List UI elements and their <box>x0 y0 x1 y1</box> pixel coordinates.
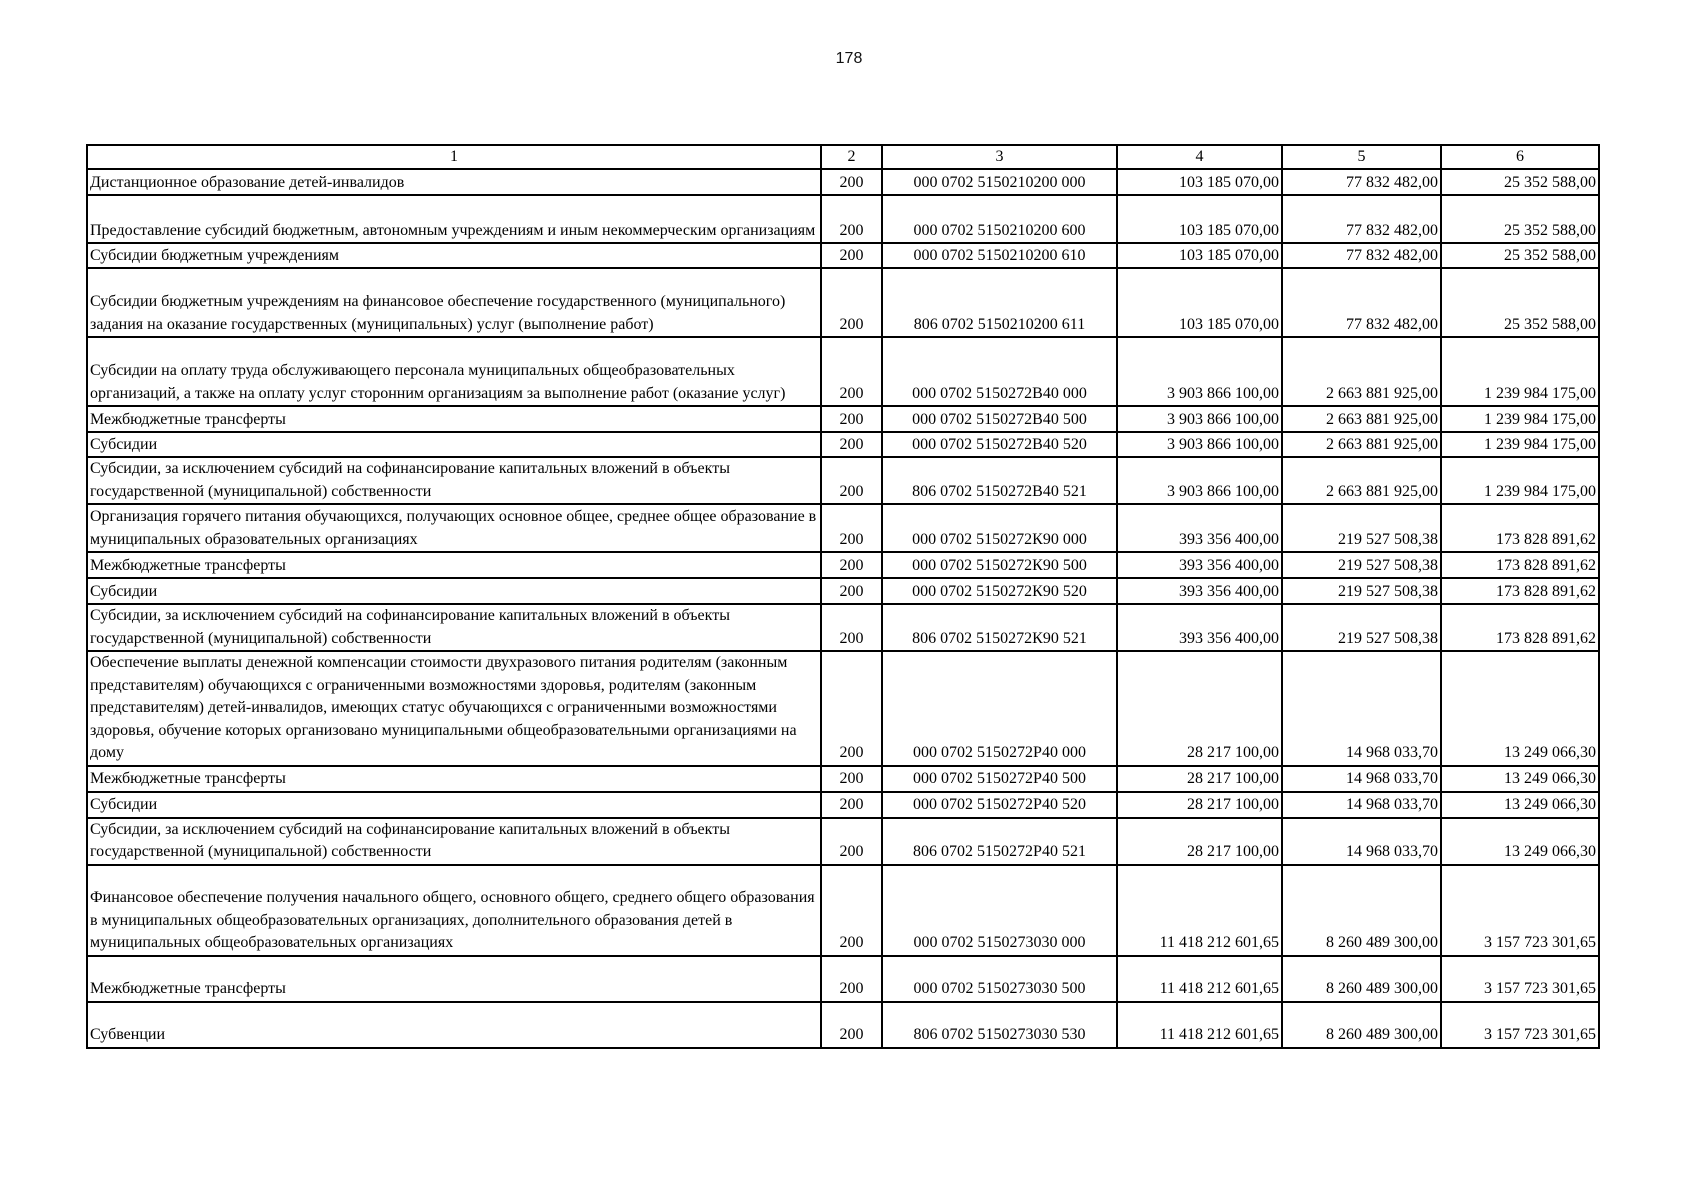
row-col6: 1 239 984 175,00 <box>1441 457 1599 504</box>
row-code: 806 0702 5150272Р40 521 <box>882 818 1117 865</box>
row-code: 000 0702 5150272В40 500 <box>882 406 1117 432</box>
row-col5: 77 832 482,00 <box>1282 169 1441 195</box>
row-col4: 3 903 866 100,00 <box>1117 457 1282 504</box>
page-number: 178 <box>835 50 863 67</box>
row-col5: 8 260 489 300,00 <box>1282 956 1441 1002</box>
row-col6: 25 352 588,00 <box>1441 268 1599 337</box>
table-row <box>87 956 1599 1002</box>
row-col2: 200 <box>821 651 882 766</box>
row-col5: 77 832 482,00 <box>1282 195 1441 243</box>
header-row <box>87 145 1599 169</box>
row-code: 000 0702 5150272К90 520 <box>882 578 1117 604</box>
row-col5: 77 832 482,00 <box>1282 243 1441 268</box>
row-col5: 219 527 508,38 <box>1282 604 1441 651</box>
row-code: 806 0702 5150272К90 521 <box>882 604 1117 651</box>
row-col6: 173 828 891,62 <box>1441 578 1599 604</box>
row-col6: 25 352 588,00 <box>1441 169 1599 195</box>
row-col6: 13 249 066,30 <box>1441 818 1599 865</box>
row-col4: 393 356 400,00 <box>1117 604 1282 651</box>
row-col6: 173 828 891,62 <box>1441 504 1599 552</box>
row-col5: 2 663 881 925,00 <box>1282 337 1441 406</box>
row-name: Организация горячего питания обучающихся, получающих основное общее, среднее общее образование в муниципальных образовательных организациях <box>87 504 821 552</box>
row-col2: 200 <box>821 865 882 956</box>
row-name: Межбюджетные трансферты <box>87 406 821 432</box>
row-col4: 103 185 070,00 <box>1117 268 1282 337</box>
row-col2: 200 <box>821 268 882 337</box>
row-col5: 77 832 482,00 <box>1282 268 1441 337</box>
row-col6: 13 249 066,30 <box>1441 651 1599 766</box>
row-col5: 14 968 033,70 <box>1282 766 1441 792</box>
row-col6: 25 352 588,00 <box>1441 195 1599 243</box>
header-col-2: 2 <box>821 145 882 169</box>
row-col4: 103 185 070,00 <box>1117 195 1282 243</box>
row-col2: 200 <box>821 243 882 268</box>
row-code: 000 0702 5150272К90 000 <box>882 504 1117 552</box>
table-row <box>87 169 1599 195</box>
table-row <box>87 337 1599 406</box>
header-col-6: 6 <box>1441 145 1599 169</box>
row-col2: 200 <box>821 766 882 792</box>
table-row <box>87 651 1599 766</box>
row-code: 806 0702 5150272В40 521 <box>882 457 1117 504</box>
row-name: Предоставление субсидий бюджетным, автономным учреждениям и иным некоммерческим организациям <box>87 195 821 243</box>
table-row <box>87 432 1599 457</box>
row-code: 000 0702 5150273030 500 <box>882 956 1117 1002</box>
row-col4: 28 217 100,00 <box>1117 818 1282 865</box>
row-col6: 13 249 066,30 <box>1441 766 1599 792</box>
row-name: Субсидии <box>87 792 821 818</box>
row-col2: 200 <box>821 195 882 243</box>
row-col2: 200 <box>821 504 882 552</box>
row-col4: 3 903 866 100,00 <box>1117 337 1282 406</box>
row-code: 000 0702 5150272Р40 500 <box>882 766 1117 792</box>
row-col5: 219 527 508,38 <box>1282 504 1441 552</box>
header-col-5: 5 <box>1282 145 1441 169</box>
row-col5: 2 663 881 925,00 <box>1282 406 1441 432</box>
row-code: 000 0702 5150273030 000 <box>882 865 1117 956</box>
row-col2: 200 <box>821 1002 882 1048</box>
row-col4: 11 418 212 601,65 <box>1117 865 1282 956</box>
row-col6: 3 157 723 301,65 <box>1441 865 1599 956</box>
row-col5: 14 968 033,70 <box>1282 792 1441 818</box>
row-name: Субсидии бюджетным учреждениям на финансовое обеспечение государственного (муниципального) задания на оказание государственных (муниципальных) услуг (выполнение работ) <box>87 268 821 337</box>
table-row <box>87 865 1599 956</box>
row-name: Субсидии на оплату труда обслуживающего персонала муниципальных общеобразовательных организаций, а также на оплату услуг сторонним организациям за выполнение работ (оказание услуг) <box>87 337 821 406</box>
header-col-1: 1 <box>87 145 821 169</box>
row-col6: 173 828 891,62 <box>1441 552 1599 578</box>
row-name: Субвенции <box>87 1002 821 1048</box>
row-code: 000 0702 5150210200 000 <box>882 169 1117 195</box>
row-col4: 28 217 100,00 <box>1117 651 1282 766</box>
row-col2: 200 <box>821 956 882 1002</box>
row-col4: 393 356 400,00 <box>1117 578 1282 604</box>
row-code: 000 0702 5150272Р40 520 <box>882 792 1117 818</box>
row-col4: 3 903 866 100,00 <box>1117 406 1282 432</box>
table-row <box>87 818 1599 865</box>
budget-table <box>86 144 1600 1049</box>
row-col2: 200 <box>821 169 882 195</box>
row-col4: 28 217 100,00 <box>1117 766 1282 792</box>
row-col5: 8 260 489 300,00 <box>1282 1002 1441 1048</box>
row-name: Субсидии, за исключением субсидий на софинансирование капитальных вложений в объекты государственной (муниципальной) собственности <box>87 818 821 865</box>
row-col5: 14 968 033,70 <box>1282 651 1441 766</box>
row-code: 806 0702 5150273030 530 <box>882 1002 1117 1048</box>
row-col2: 200 <box>821 552 882 578</box>
table-row <box>87 604 1599 651</box>
row-col5: 14 968 033,70 <box>1282 818 1441 865</box>
row-code: 000 0702 5150210200 600 <box>882 195 1117 243</box>
table-row <box>87 457 1599 504</box>
row-col2: 200 <box>821 337 882 406</box>
row-col4: 11 418 212 601,65 <box>1117 956 1282 1002</box>
row-col2: 200 <box>821 792 882 818</box>
table-row <box>87 406 1599 432</box>
row-col4: 103 185 070,00 <box>1117 169 1282 195</box>
row-col6: 1 239 984 175,00 <box>1441 432 1599 457</box>
row-name: Обеспечение выплаты денежной компенсации стоимости двухразового питания родителям (законным представителям) обучающихся с ограниченными возможностями здоровья, родителям (законным представителям) детей-инвалидов, имеющих статус обучающихся с ограниченными возможностями здоровья, обучение которых организовано муниципальными общеобразовательными организациями на дому <box>87 651 821 766</box>
row-col4: 103 185 070,00 <box>1117 243 1282 268</box>
header-col-4: 4 <box>1117 145 1282 169</box>
table-row <box>87 243 1599 268</box>
row-name: Субсидии <box>87 578 821 604</box>
row-name: Субсидии <box>87 432 821 457</box>
row-col6: 25 352 588,00 <box>1441 243 1599 268</box>
row-col5: 2 663 881 925,00 <box>1282 432 1441 457</box>
table-row <box>87 268 1599 337</box>
header-col-3: 3 <box>882 145 1117 169</box>
row-col2: 200 <box>821 432 882 457</box>
row-col6: 3 157 723 301,65 <box>1441 1002 1599 1048</box>
row-code: 000 0702 5150210200 610 <box>882 243 1117 268</box>
row-col4: 393 356 400,00 <box>1117 504 1282 552</box>
table-row <box>87 552 1599 578</box>
row-name: Субсидии, за исключением субсидий на софинансирование капитальных вложений в объекты государственной (муниципальной) собственности <box>87 604 821 651</box>
row-code: 000 0702 5150272В40 520 <box>882 432 1117 457</box>
row-col2: 200 <box>821 406 882 432</box>
row-col6: 173 828 891,62 <box>1441 604 1599 651</box>
row-col5: 8 260 489 300,00 <box>1282 865 1441 956</box>
row-col5: 219 527 508,38 <box>1282 552 1441 578</box>
table-row <box>87 1002 1599 1048</box>
row-code: 806 0702 5150210200 611 <box>882 268 1117 337</box>
row-name: Субсидии бюджетным учреждениям <box>87 243 821 268</box>
table-row <box>87 504 1599 552</box>
row-code: 000 0702 5150272В40 000 <box>882 337 1117 406</box>
row-col4: 393 356 400,00 <box>1117 552 1282 578</box>
row-col4: 11 418 212 601,65 <box>1117 1002 1282 1048</box>
row-name: Межбюджетные трансферты <box>87 956 821 1002</box>
row-col4: 28 217 100,00 <box>1117 792 1282 818</box>
row-col6: 1 239 984 175,00 <box>1441 337 1599 406</box>
row-col6: 3 157 723 301,65 <box>1441 956 1599 1002</box>
row-name: Межбюджетные трансферты <box>87 766 821 792</box>
row-name: Субсидии, за исключением субсидий на софинансирование капитальных вложений в объекты государственной (муниципальной) собственности <box>87 457 821 504</box>
row-col2: 200 <box>821 818 882 865</box>
row-col2: 200 <box>821 604 882 651</box>
table-row <box>87 578 1599 604</box>
row-col6: 13 249 066,30 <box>1441 792 1599 818</box>
row-name: Финансовое обеспечение получения начального общего, основного общего, среднего общего образования в муниципальных общеобразовательных организациях, дополнительного образования детей в муниципальных общеобразовательных организациях <box>87 865 821 956</box>
table-row <box>87 195 1599 243</box>
row-col6: 1 239 984 175,00 <box>1441 406 1599 432</box>
row-col2: 200 <box>821 457 882 504</box>
row-code: 000 0702 5150272Р40 000 <box>882 651 1117 766</box>
row-code: 000 0702 5150272К90 500 <box>882 552 1117 578</box>
row-name: Дистанционное образование детей-инвалидов <box>87 169 821 195</box>
row-col5: 219 527 508,38 <box>1282 578 1441 604</box>
row-col4: 3 903 866 100,00 <box>1117 432 1282 457</box>
table-row <box>87 792 1599 818</box>
row-name: Межбюджетные трансферты <box>87 552 821 578</box>
row-col2: 200 <box>821 578 882 604</box>
table-row <box>87 766 1599 792</box>
row-col5: 2 663 881 925,00 <box>1282 457 1441 504</box>
